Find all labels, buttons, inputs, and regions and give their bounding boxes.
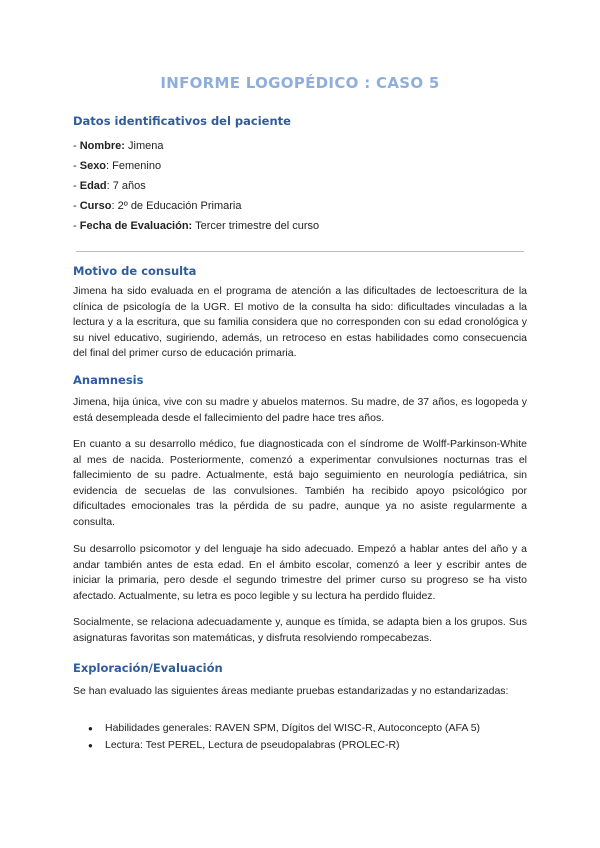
anamnesis-heading: Anamnesis — [73, 373, 144, 387]
list-item: ● Lectura: Test PEREL, Lectura de pseudopalabras (PROLEC-R) — [88, 737, 480, 754]
list-item: ● Habilidades generales: RAVEN SPM, Dígitos del WISC-R, Autoconcepto (AFA 5) — [88, 720, 480, 737]
field-label: Sexo — [79, 160, 107, 172]
identification-heading: Datos identificativos del paciente — [73, 114, 291, 128]
field-fecha: - Fecha de Evaluación: Tercer trimestre del curso — [73, 220, 320, 232]
field-edad: - Edad: 7 años — [73, 180, 146, 192]
field-label: Nombre: — [79, 140, 125, 152]
field-value: Jimena — [128, 140, 164, 152]
field-label: Curso — [79, 200, 112, 212]
report-title: INFORME LOGOPÉDICO : CASO 5 — [160, 74, 440, 92]
section-divider — [76, 251, 524, 252]
field-value: Tercer trimestre del curso — [195, 220, 320, 232]
exploracion-heading: Exploración/Evaluación — [73, 661, 223, 675]
field-sexo: - Sexo: Femenino — [73, 160, 162, 172]
field-value: : 7 años — [106, 180, 146, 192]
motivo-paragraph: Jimena ha sido evaluada en el programa de atención a las dificultades de lectoescritura de la clínica de psicología de la UGR. El motivo de la consulta ha sido: dificultades vinculadas a la lectura y a la escritura, que su familia considera que no corresponden con su edad cronológica y su nivel educativo, sugiriendo, además, un retroceso en estas habilidades como consecuencia del final del primer curso de educación primaria. — [73, 285, 527, 360]
anamnesis-paragraph: En cuanto a su desarrollo médico, fue diagnosticada con el síndrome de Wolff-Parkinson-White al mes de nacida. Posteriormente, comenzó a experimentar convulsiones nocturnas tras el fallecimiento de su padre. Actualmente, está bajo seguimiento en neurología pediátrica, sin evidencia de secuelas de las convulsiones. También ha recibido apoyo psicológico por dificultades emocionales tras la pérdida de su padre, aunque ya no asiste regularmente a consulta. — [73, 438, 527, 528]
identification-list — [73, 136, 319, 236]
evaluation-list — [88, 720, 480, 754]
field-value: : 2º de Educación Primaria — [111, 200, 242, 212]
anamnesis-paragraph: Su desarrollo psicomotor y del lenguaje ha sido adecuado. Empezó a hablar antes del año y a andar también antes de esta edad. En el ámbito escolar, comenzó a leer y escribir antes de iniciar la primaria, pero desde el segundo trimestre del primer curso su progreso se ha visto afectado. Actualmente, su letra es poco legible y su lectura ha perdido fluidez. — [73, 543, 527, 602]
field-nombre: - Nombre: Jimena — [73, 140, 164, 152]
field-curso: - Curso: 2º de Educación Primaria — [73, 200, 242, 212]
field-label: Edad — [79, 180, 107, 192]
exploracion-intro: Se han evaluado las siguientes áreas mediante pruebas estandarizadas y no estandarizadas: — [73, 685, 509, 697]
anamnesis-paragraph: Socialmente, se relaciona adecuadamente y, aunque es tímida, se adapta bien a los grupos. Sus asignaturas favoritas son matemáticas, y disfruta resolviendo rompecabezas. — [73, 616, 527, 644]
field-label: Fecha de Evaluación: — [79, 220, 193, 232]
motivo-heading: Motivo de consulta — [73, 264, 197, 278]
field-value: : Femenino — [106, 160, 162, 172]
anamnesis-paragraph: Jimena, hija única, vive con su madre y abuelos maternos. Su madre, de 37 años, es logopeda y está desempleada desde el fallecimiento del padre hace tres años. — [73, 396, 527, 424]
